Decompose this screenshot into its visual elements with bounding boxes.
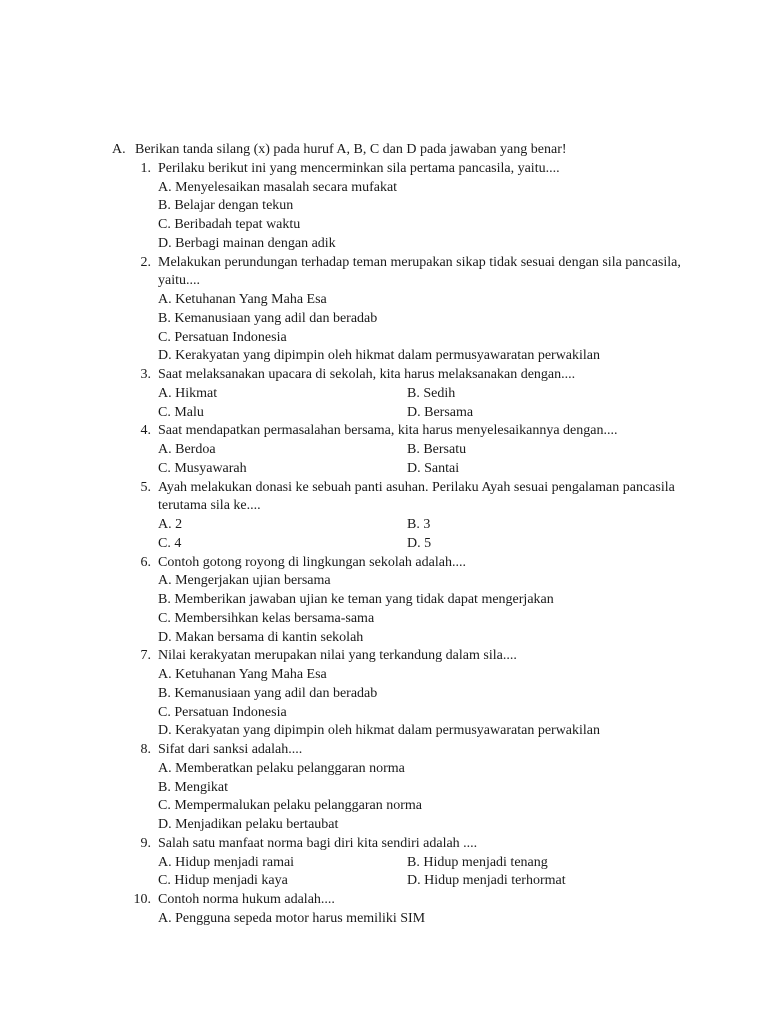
answer-option[interactable]: D. Santai xyxy=(407,460,460,476)
question-line xyxy=(112,272,712,291)
answer-option[interactable]: C. Mempermalukan pelaku pelanggaran norma xyxy=(158,798,422,814)
question-number: 9. xyxy=(140,835,151,851)
section-heading xyxy=(112,141,712,160)
question-line xyxy=(112,554,712,573)
answer-option[interactable]: B. 3 xyxy=(407,517,431,532)
answer-option[interactable]: B. Hidup menjadi tenang xyxy=(407,854,548,870)
answer-option[interactable]: C. Membersihkan kelas bersama-sama xyxy=(158,610,375,626)
question-line xyxy=(112,479,712,498)
question-number: 8. xyxy=(140,742,151,757)
question-section xyxy=(112,141,712,929)
option-row xyxy=(112,310,712,329)
answer-option[interactable]: A. Hidup menjadi ramai xyxy=(158,854,295,870)
answer-option[interactable]: D. Menjadikan pelaku bertaubat xyxy=(158,817,339,832)
option-row xyxy=(112,291,712,310)
answer-option[interactable]: D. Berbagi mainan dengan adik xyxy=(158,235,336,251)
question-text: terutama sila ke.... xyxy=(158,498,261,514)
option-row xyxy=(112,629,712,648)
option-row xyxy=(112,385,712,404)
option-row xyxy=(112,235,712,254)
question-item xyxy=(112,647,712,741)
answer-option[interactable]: B. Mengikat xyxy=(158,779,228,795)
answer-option[interactable]: D. Kerakyatan yang dipimpin oleh hikmat dalam permusyawaratan perwakilan xyxy=(158,348,601,364)
option-row xyxy=(112,854,712,873)
question-line xyxy=(112,366,712,385)
answer-option[interactable]: C. Beribadah tepat waktu xyxy=(158,217,301,232)
question-item xyxy=(112,891,712,929)
answer-option[interactable]: A. Ketuhanan Yang Maha Esa xyxy=(158,667,327,682)
option-row xyxy=(112,872,712,891)
option-row xyxy=(112,704,712,723)
question-number: 4. xyxy=(140,423,151,439)
answer-option[interactable]: A. Memberatkan pelaku pelanggaran norma xyxy=(158,760,405,776)
question-text: yaitu.... xyxy=(158,273,200,289)
answer-option[interactable]: C. Persatuan Indonesia xyxy=(158,704,287,720)
question-line xyxy=(112,891,712,910)
answer-option[interactable]: B. Memberikan jawaban ujian ke teman yang tidak dapat mengerjakan xyxy=(158,592,554,607)
question-item xyxy=(112,160,712,254)
question-item xyxy=(112,479,712,554)
answer-option[interactable]: D. Hidup menjadi terhormat xyxy=(407,873,566,889)
answer-option[interactable]: C. Musyawarah xyxy=(158,460,247,476)
question-item xyxy=(112,366,712,422)
answer-option[interactable]: C. Hidup menjadi kaya xyxy=(158,873,288,889)
question-text: Sifat dari sanksi adalah.... xyxy=(158,742,303,757)
option-row xyxy=(112,516,712,535)
answer-option[interactable]: C. 4 xyxy=(158,535,182,551)
question-number: 2. xyxy=(140,254,151,270)
option-row xyxy=(112,197,712,216)
option-row xyxy=(112,797,712,816)
answer-option[interactable]: D. 5 xyxy=(407,535,432,551)
answer-option[interactable]: A. Pengguna sepeda motor harus memiliki SIM xyxy=(158,910,426,926)
answer-option[interactable]: A. Mengerjakan ujian bersama xyxy=(158,573,331,589)
answer-option[interactable]: B. Belajar dengan tekun xyxy=(158,198,294,214)
option-row xyxy=(112,179,712,198)
option-row xyxy=(112,816,712,835)
answer-option[interactable]: A. 2 xyxy=(158,517,183,532)
option-row xyxy=(112,572,712,591)
option-row xyxy=(112,347,712,366)
question-line xyxy=(112,422,712,441)
question-item xyxy=(112,422,712,478)
question-number: 3. xyxy=(140,367,151,382)
question-number: 6. xyxy=(140,554,151,570)
answer-option[interactable]: B. Kemanusiaan yang adil dan beradab xyxy=(158,310,378,326)
question-item xyxy=(112,741,712,835)
option-row xyxy=(112,535,712,554)
answer-option[interactable]: D. Makan bersama di kantin sekolah xyxy=(158,629,364,645)
option-row xyxy=(112,685,712,704)
answer-option[interactable]: A. Menyelesaikan masalah secara mufakat xyxy=(158,179,398,195)
question-list xyxy=(112,160,712,929)
question-text: Contoh norma hukum adalah.... xyxy=(158,892,335,907)
option-row xyxy=(112,460,712,479)
question-text: Saat melaksanakan upacara di sekolah, kita harus melaksanakan dengan.... xyxy=(158,367,576,382)
section-letter: A. xyxy=(112,142,126,157)
answer-option[interactable]: D. Bersama xyxy=(407,404,474,420)
question-text: Ayah melakukan donasi ke sebuah panti asuhan. Perilaku Ayah sesuai pengalaman pancasila xyxy=(158,479,675,495)
question-line xyxy=(112,647,712,666)
option-row xyxy=(112,591,712,610)
question-text: Saat mendapatkan permasalahan bersama, kita harus menyelesaikannya dengan.... xyxy=(158,423,618,439)
answer-option[interactable]: B. Bersatu xyxy=(407,442,467,457)
question-line xyxy=(112,160,712,179)
question-item xyxy=(112,254,712,367)
question-text: Melakukan perundungan terhadap teman merupakan sikap tidak sesuai dengan sila pancasila, xyxy=(158,254,681,270)
question-item xyxy=(112,554,712,648)
answer-option[interactable]: A. Berdoa xyxy=(158,442,216,457)
question-text: Perilaku berikut ini yang mencerminkan sila pertama pancasila, yaitu.... xyxy=(158,160,560,176)
option-row xyxy=(112,760,712,779)
question-number: 7. xyxy=(140,648,151,664)
option-row xyxy=(112,441,712,460)
answer-option[interactable]: C. Malu xyxy=(158,404,204,420)
question-line xyxy=(112,741,712,760)
question-item xyxy=(112,835,712,891)
question-text: Nilai kerakyatan merupakan nilai yang terkandung dalam sila.... xyxy=(158,648,517,664)
question-number: 10. xyxy=(133,892,151,907)
option-row xyxy=(112,779,712,798)
question-text: Salah satu manfaat norma bagi diri kita sendiri adalah .... xyxy=(158,835,478,851)
option-row xyxy=(112,666,712,685)
question-line xyxy=(112,835,712,854)
section-instruction: Berikan tanda silang (x) pada huruf A, B, C dan D pada jawaban yang benar! xyxy=(135,142,567,157)
question-line xyxy=(112,254,712,273)
option-row xyxy=(112,216,712,235)
question-number: 5. xyxy=(140,479,151,495)
option-row xyxy=(112,610,712,629)
answer-option[interactable]: D. Kerakyatan yang dipimpin oleh hikmat dalam permusyawaratan perwakilan xyxy=(158,723,601,739)
answer-option[interactable]: C. Persatuan Indonesia xyxy=(158,329,287,345)
answer-option[interactable]: B. Kemanusiaan yang adil dan beradab xyxy=(158,685,378,701)
answer-option[interactable]: B. Sedih xyxy=(407,385,456,401)
question-number: 1. xyxy=(140,160,151,176)
question-text: Contoh gotong royong di lingkungan sekolah adalah.... xyxy=(158,554,466,570)
question-line xyxy=(112,497,712,516)
option-row xyxy=(112,722,712,741)
option-row xyxy=(112,404,712,423)
answer-option[interactable]: A. Hikmat xyxy=(158,385,218,401)
option-row xyxy=(112,329,712,348)
option-row xyxy=(112,910,712,929)
answer-option[interactable]: A. Ketuhanan Yang Maha Esa xyxy=(158,292,327,307)
